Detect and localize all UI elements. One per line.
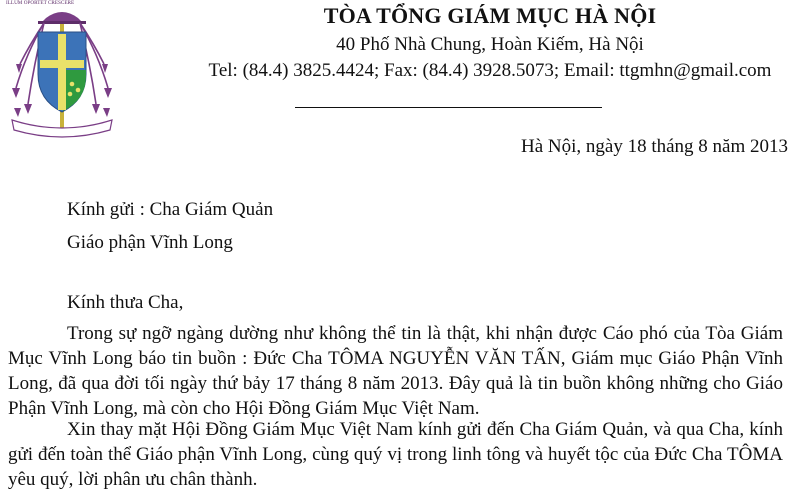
coat-of-arms-logo — [6, 0, 118, 136]
letterhead-title: TÒA TỔNG GIÁM MỤC HÀ NỘI — [323, 3, 657, 28]
date-line: Hà Nội, ngày 18 tháng 8 năm 2013 — [520, 136, 788, 157]
letterhead-contact: Tel: (84.4) 3825.4424; Fax: (84.4) 3928.5073; Email: ttgmhn@gmail.com — [208, 60, 772, 81]
body-paragraph-2: Xin thay mặt Hội Đồng Giám Mục Việt Nam kính gửi đến Cha Giám Quản, và qua Cha, kính gửi đến toàn thể Giáo phận Vĩnh Long, cùng quý vị trong linh tông và huyết tộc của Đức Cha TÔMA yêu quý, lời phân ưu chân thành. — [8, 419, 783, 490]
header-divider — [295, 107, 602, 108]
letterhead-address: 40 Phố Nhà Chung, Hoàn Kiếm, Hà Nội — [336, 34, 644, 55]
recipient-line-2: Giáo phận Vĩnh Long — [67, 232, 233, 253]
salutation: Kính thưa Cha, — [67, 292, 184, 313]
crest-motto: ILLUM OPORTET CRESCERE — [6, 0, 75, 6]
recipient-line-1: Kính gửi : Cha Giám Quản — [67, 199, 274, 220]
body-paragraph-1: Trong sự ngỡ ngàng dường như không thể tin là thật, khi nhận được Cáo phó của Tòa Giám Mục Vĩnh Long báo tin buồn : Đức Cha TÔMA NGUYỄN VĂN TẤN, Giám mục Giáo Phận Vĩnh Long, đã qua đời tối ngày thứ bảy 17 tháng 8 năm 2013. Đây quả là tin buồn không những cho Giáo Phận Vĩnh Long, mà còn cho Hội Đồng Giám Mục Việt Nam. — [8, 323, 783, 419]
